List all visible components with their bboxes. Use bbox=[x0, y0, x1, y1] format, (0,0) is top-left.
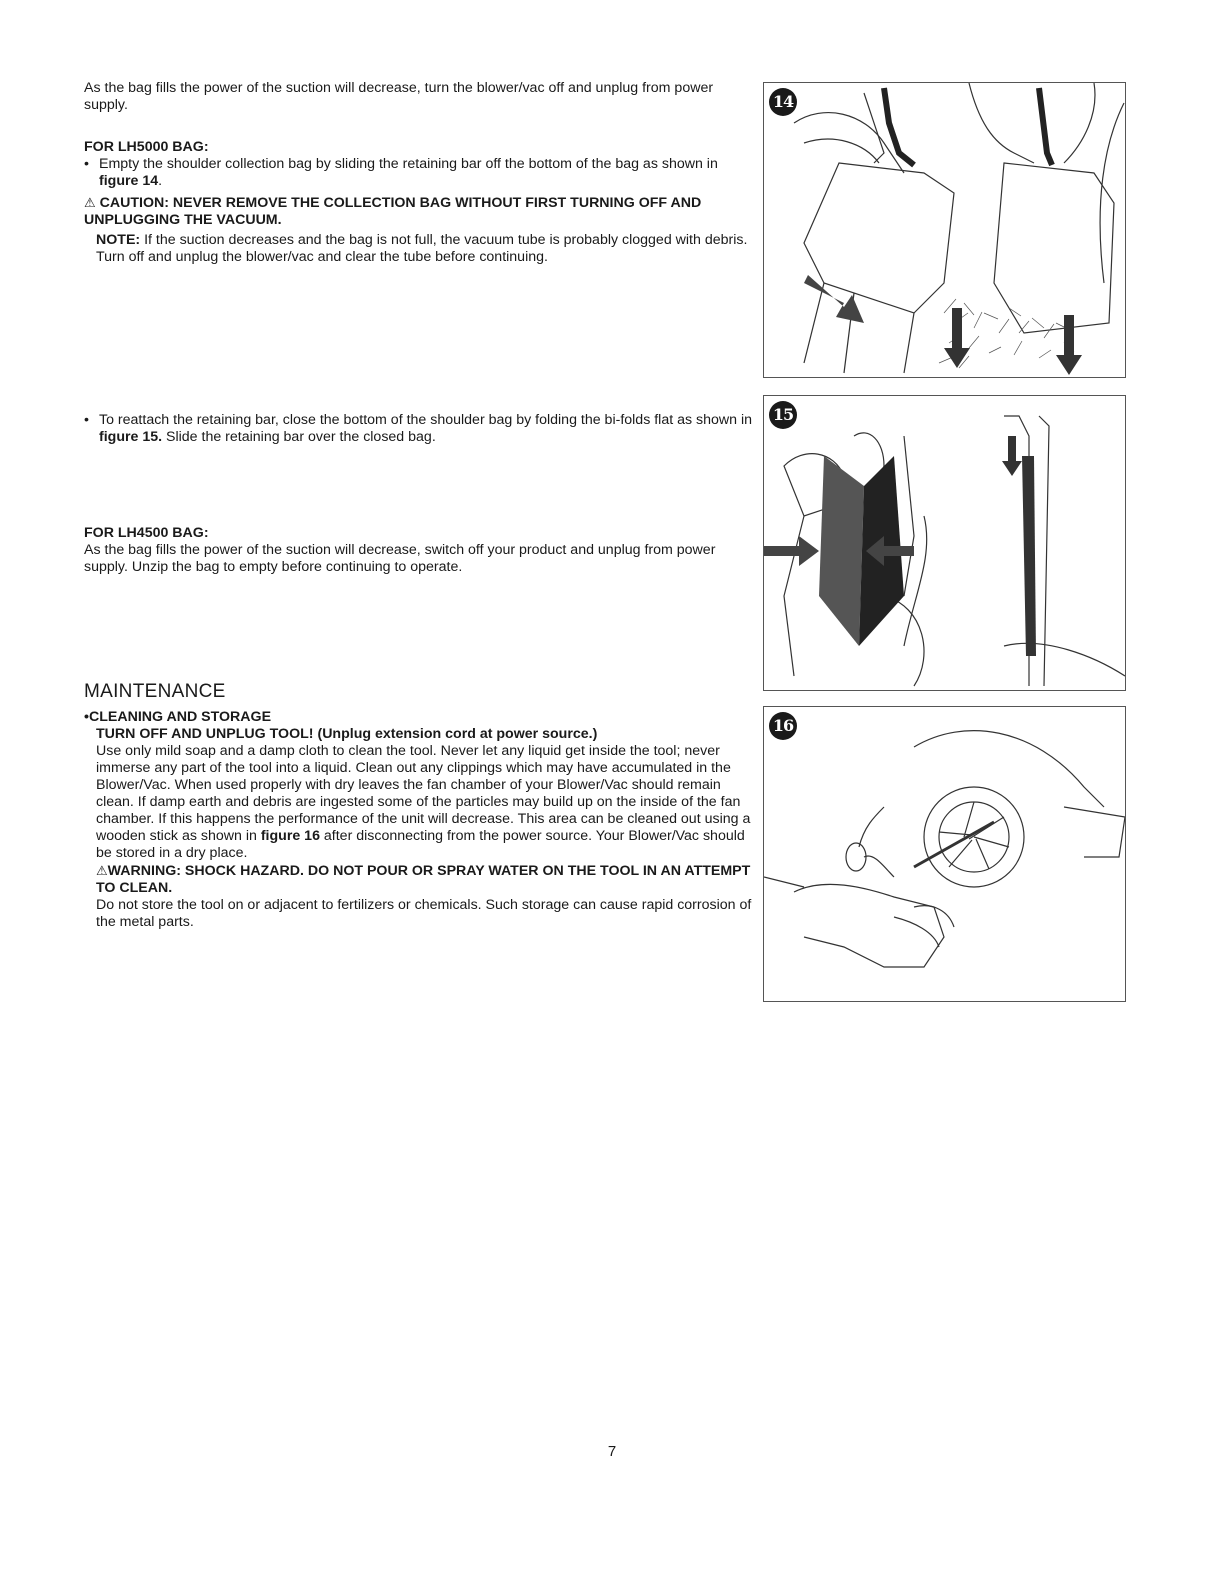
warning-triangle-icon: ⚠ bbox=[96, 863, 108, 878]
lh5000-section bbox=[84, 139, 760, 266]
lh4500-section bbox=[84, 525, 760, 576]
lh4500-heading: FOR LH4500 BAG: bbox=[84, 525, 209, 541]
bullet-glyph: • bbox=[84, 709, 89, 725]
figure-14-badge: 14 bbox=[769, 88, 797, 116]
caution-text: CAUTION: NEVER REMOVE THE COLLECTION BAG WITHOUT FIRST TURNING OFF AND UNPLUGGING THE VACUUM. bbox=[84, 195, 702, 228]
cleaning-paragraph bbox=[96, 743, 760, 862]
maintenance-section bbox=[84, 681, 760, 931]
bullet-text-end: . bbox=[158, 173, 163, 189]
note-text: If the suction decreases and the bag is not full, the vacuum tube is probably clogged with debris. Turn off and unplug the blower/vac and clear the tube before continuing. bbox=[96, 232, 748, 265]
cleaning-storage-heading bbox=[84, 709, 760, 726]
emptying-shoulder-bag-illustration bbox=[764, 83, 1125, 377]
folding-bag-bottom-illustration bbox=[764, 396, 1125, 690]
figure-16-reference: figure 16 bbox=[260, 828, 320, 844]
figure-15-reference: figure 15. bbox=[99, 429, 163, 445]
reattach-section bbox=[84, 412, 760, 446]
shock-warning-text: WARNING: SHOCK HAZARD. DO NOT POUR OR SPRAY WATER ON THE TOOL IN AN ATTEMPT TO CLEAN. bbox=[96, 863, 751, 896]
note-label: NOTE: bbox=[96, 232, 141, 248]
maintenance-title: MAINTENANCE bbox=[84, 681, 226, 702]
lh5000-bullet-empty bbox=[84, 156, 760, 190]
figure-16 bbox=[763, 706, 1126, 1002]
cleaning-fan-chamber-illustration bbox=[764, 707, 1125, 1001]
figure-14-reference: figure 14 bbox=[99, 173, 159, 189]
bullet-glyph: • bbox=[84, 412, 89, 428]
cleaning-storage-text: CLEANING AND STORAGE bbox=[88, 709, 272, 725]
intro-paragraph: As the bag fills the power of the suction will decrease, turn the blower/vac off and unplug from power supply. bbox=[84, 80, 714, 113]
figure-14 bbox=[763, 82, 1126, 378]
maintenance-body bbox=[84, 726, 760, 931]
lh4500-paragraph: As the bag fills the power of the suction will decrease, switch off your product and unplug from power supply. Unzip the bag to empty before continuing to operate. bbox=[84, 542, 716, 575]
warning-triangle-icon: ⚠ bbox=[84, 195, 96, 210]
note-paragraph bbox=[84, 232, 760, 266]
figure-15-badge: 15 bbox=[769, 401, 797, 429]
shock-warning bbox=[96, 862, 760, 897]
page-number: 7 bbox=[607, 1443, 617, 1460]
bullet-glyph: • bbox=[84, 156, 89, 172]
caution-notice bbox=[84, 194, 760, 229]
bullet-text: Empty the shoulder collection bag by sliding the retaining bar off the bottom of the bag as shown in bbox=[99, 156, 718, 172]
cleaning-text: Use only mild soap and a damp cloth to clean the tool. Never let any liquid get inside the tool; never immerse any part of the tool into a liquid. Clean out any clippings which may have accumulated in the Blower/Vac. When used properly with dry leaves the fan chamber of your Blower/Vac should remain clean. If damp earth and debris are ingested some of the particles may build up on the inside of the fan chamber. If this happens the performance of the unit will decrease. This area can be cleaned out using a wooden stick as shown in bbox=[96, 743, 751, 844]
turn-off-instruction: TURN OFF AND UNPLUG TOOL! (Unplug extension cord at power source.) bbox=[96, 726, 598, 742]
figure-16-badge: 16 bbox=[769, 712, 797, 740]
intro-section bbox=[84, 80, 760, 114]
bullet-text: To reattach the retaining bar, close the bottom of the shoulder bag by folding the bi-folds flat as shown in bbox=[99, 412, 753, 428]
cleaning-text-end: after disconnecting from the power source. Your Blower/Vac should be stored in a dry place. bbox=[96, 828, 745, 861]
lh5000-bullet-reattach bbox=[84, 412, 760, 446]
lh5000-heading: FOR LH5000 BAG: bbox=[84, 139, 209, 155]
storage-paragraph: Do not store the tool on or adjacent to fertilizers or chemicals. Such storage can cause rapid corrosion of the metal parts. bbox=[96, 897, 752, 930]
figure-15 bbox=[763, 395, 1126, 691]
bullet-text-end: Slide the retaining bar over the closed bag. bbox=[162, 429, 436, 445]
